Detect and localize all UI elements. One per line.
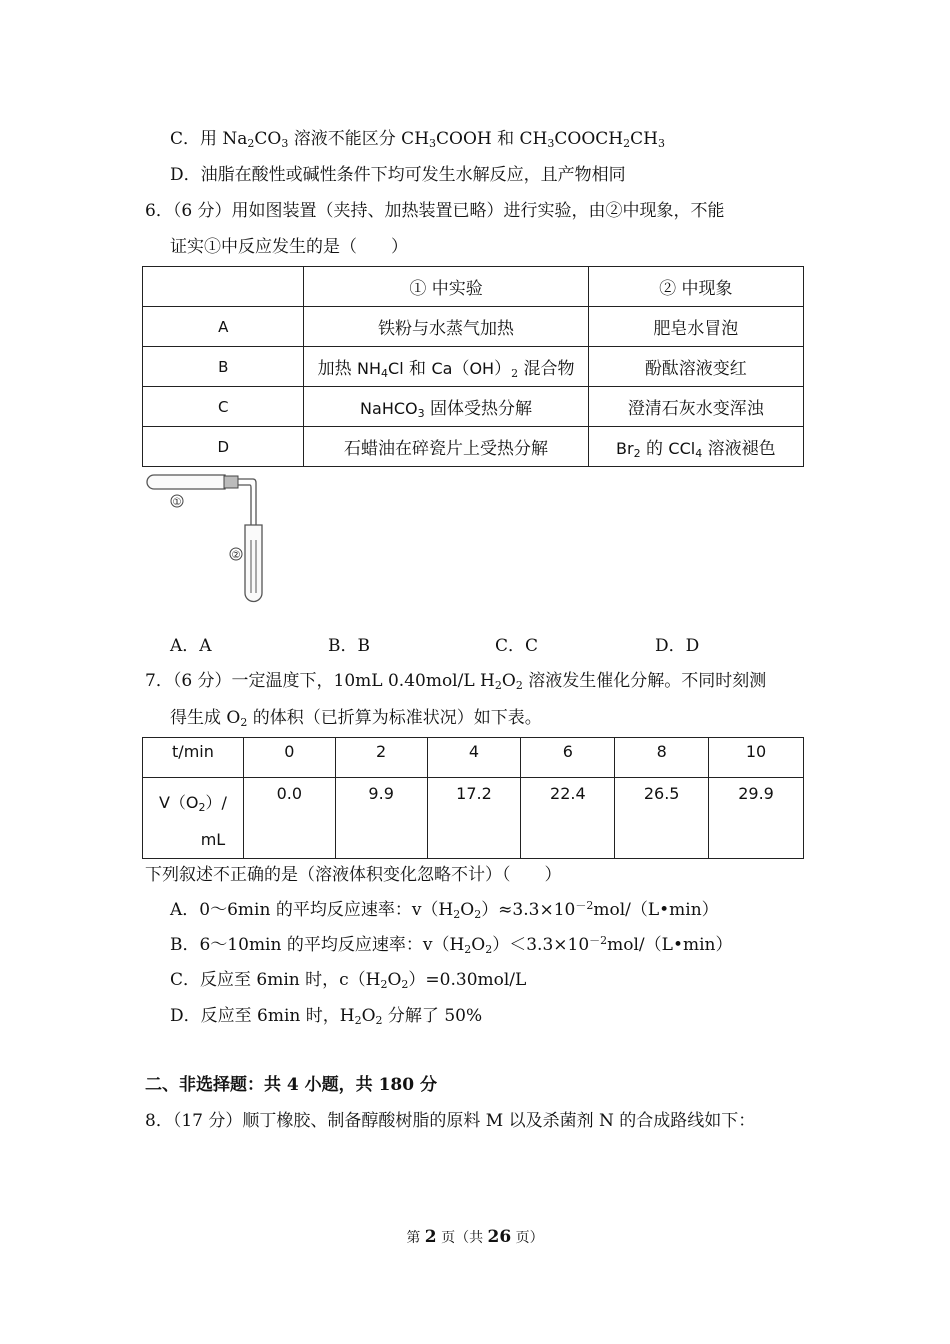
page-footer: 第 2 页（共 26 页）	[406, 1227, 544, 1247]
volume-cell: 29.9	[709, 778, 804, 859]
q7-option-b[interactable]: B．6～10min 的平均反应速率：$v(H_2O_2)<3.3\times 10^{-2}mol/(L•\min)$	[170, 934, 733, 956]
page-number: 2	[424, 1227, 437, 1247]
row-key: C	[143, 387, 304, 427]
volume-label: $V(O_2)/$ mL	[143, 778, 244, 859]
q7-stem-line2: 得生成 $O_2$ 的体积（已折算为标准状况）如下表。	[170, 708, 542, 729]
table-header-row	[143, 267, 804, 307]
table-row	[143, 387, 804, 427]
time-cell: 10	[709, 738, 804, 778]
row-phenomenon: 肥皂水冒泡	[588, 307, 803, 347]
q7-stem-line1: 7．（6 分）一定温度下，10mL 0.40mol/L $H_2O_2$ 溶液发生催化分解。不同时刻测	[145, 671, 767, 692]
apparatus-figure	[140, 470, 280, 605]
q7-option-d[interactable]: D．反应至 6min 时，$H_2O_2$ 分解了 50%	[170, 1006, 483, 1027]
test-tube-2	[245, 525, 262, 602]
label-1: ①	[172, 497, 182, 508]
q5-option-c: C．用 $Na_2CO_3$ 溶液不能区分 $CH_3COOH$ 和 $CH_3COOCH_2CH_3$	[170, 129, 665, 150]
table-header-experiment: ① 中实验	[304, 267, 588, 307]
q8-stem-line1: 8．（17 分）顺丁橡胶、制备醇酸树脂的原料 M 以及杀菌剂 N 的合成路线如下：	[145, 1111, 756, 1131]
table-row-time	[143, 738, 804, 778]
section-title: 二、非选择题：共 4 小题，共 180 分	[145, 1075, 437, 1095]
time-cell: 4	[427, 738, 521, 778]
stopper	[224, 476, 238, 488]
table-row-volume	[143, 778, 804, 859]
volume-cell: 22.4	[521, 778, 615, 859]
label-2: ②	[231, 550, 241, 561]
row-phenomenon: 澄清石灰水变浑浊	[588, 387, 803, 427]
row-experiment: NaHCO$_3$ 固体受热分解	[304, 387, 588, 427]
row-experiment: 石蜡油在碎瓷片上受热分解	[304, 427, 588, 467]
volume-cell: 0.0	[243, 778, 335, 859]
q6-choice-b[interactable]: B．B	[328, 636, 370, 656]
q6-stem-line1: 6．（6 分）用如图装置（夹持、加热装置已略）进行实验，由②中现象，不能	[145, 201, 725, 221]
volume-cell: 26.5	[615, 778, 709, 859]
q6-choice-a[interactable]: A．A	[170, 636, 212, 656]
row-key: A	[143, 307, 304, 347]
page-total: 26	[487, 1227, 512, 1247]
table-row	[143, 347, 804, 387]
row-key: D	[143, 427, 304, 467]
q7-option-a[interactable]: A．0～6min 的平均反应速率：$v(H_2O_2)\approx 3.3\times 10^{-2}mol/(L•\min)$	[170, 899, 719, 921]
q6-choice-d[interactable]: D．D	[655, 636, 700, 656]
row-experiment: 加热 $NH_4Cl$ 和 $Ca(OH)_2$ 混合物	[304, 347, 588, 387]
q7-option-c[interactable]: C．反应至 6min 时，$c(H_2O_2)=0.30mol/L$	[170, 970, 527, 991]
row-experiment: 铁粉与水蒸气加热	[304, 307, 588, 347]
table-header-empty	[143, 267, 304, 307]
table-header-phenomenon: ② 中现象	[588, 267, 803, 307]
row-phenomenon: 酚酞溶液变红	[588, 347, 803, 387]
q5-option-d: D．油脂在酸性或碱性条件下均可发生水解反应，且产物相同	[170, 165, 626, 185]
q7-table	[142, 737, 804, 859]
test-tube-1	[147, 475, 225, 489]
q6-stem-line2: 证实①中反应发生的是（ ）	[170, 237, 408, 257]
table-row	[143, 307, 804, 347]
time-label: t/min	[143, 738, 244, 778]
row-key: B	[143, 347, 304, 387]
q6-choice-c[interactable]: C．C	[495, 636, 539, 656]
time-cell: 6	[521, 738, 615, 778]
volume-cell: 17.2	[427, 778, 521, 859]
time-cell: 2	[335, 738, 427, 778]
q6-table	[142, 266, 804, 467]
q7-prompt: 下列叙述不正确的是（溶液体积变化忽略不计）（ ）	[145, 865, 562, 885]
row-phenomenon: $Br_2$ 的 CCl$_4$ 溶液褪色	[588, 427, 803, 467]
table-row	[143, 427, 804, 467]
volume-cell: 9.9	[335, 778, 427, 859]
time-cell: 8	[615, 738, 709, 778]
time-cell: 0	[243, 738, 335, 778]
